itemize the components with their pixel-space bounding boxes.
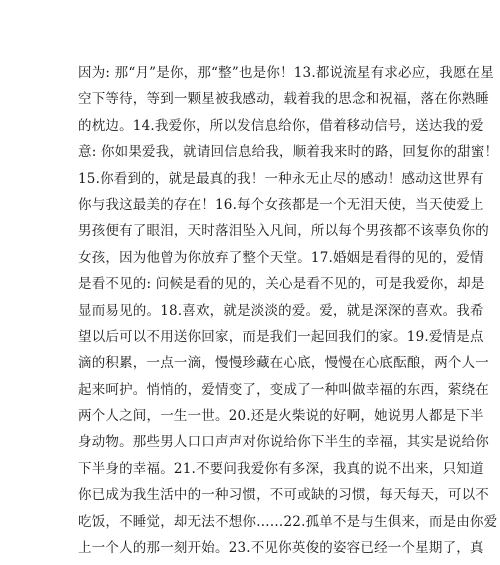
text-line: 显而易见的。18.喜欢，就是淡淡的爱。爱，就是深深的喜欢。我希 bbox=[78, 302, 484, 319]
text-line: 两个人之间，一生一世。20.还是火柴说的好啊，她说男人都是下半 bbox=[78, 408, 484, 425]
text-line: 下半身的幸福。21.不要问我爱你有多深，我真的说不出来，只知道 bbox=[78, 460, 484, 477]
text-line: 的枕边。14.我爱你，所以发信息给你，借着移动信号，送达我的爱 bbox=[78, 117, 484, 134]
text-line: 女孩，因为他曾为你放弃了整个天堂。17.婚姻是看得的见的，爱情 bbox=[78, 249, 484, 266]
text-line: 你已成为我生活中的一种习惯，不可或缺的习惯，每天每天，可以不 bbox=[78, 487, 489, 504]
text-line: 是看不见的: 问候是看的见的，关心是看不见的，可是我爱你，却是 bbox=[78, 276, 485, 293]
text-line: 上一个人的那一刻开始。23.不见你英俊的姿容已经一个星期了，真 bbox=[78, 540, 484, 557]
text-line: 身动物。那些男人口口声声对你说给你下半生的幸福，其实是说给你 bbox=[78, 434, 489, 451]
text-line: 你与我这最美的存在！16.每个女孩都是一个无泪天使，当天使爱上 bbox=[78, 196, 484, 213]
text-line: 因为: 那“月”是你，那“整”也是你！13.都说流星有求必应，我愿在星 bbox=[78, 65, 494, 81]
text-line: 15.你看到的，就是最真的我！一种永无止尽的感动！感动这世界有 bbox=[78, 170, 484, 187]
body-text bbox=[78, 60, 499, 561]
text-line: 吃饭，不睡觉，却无法不想你……22.孤单不是与生俱来，而是由你爱 bbox=[78, 513, 498, 530]
text-line: 空下等待，等到一颗星被我感动，载着我的思念和祝福，落在你熟睡 bbox=[78, 91, 489, 108]
text-line: 滴的积累，一点一滴，慢慢珍藏在心底，慢慢在心底酝酿，两个人一 bbox=[78, 355, 489, 372]
text-line: 起来呵护。悄悄的，爱情变了，变成了一种叫做幸福的东西，萦绕在 bbox=[78, 381, 489, 398]
text-line: 男孩便有了眼泪，天时落泪坠入凡间，所以每个男孩都不该辜负你的 bbox=[78, 223, 489, 240]
text-line: 意: 你如果爱我，就请回信息给我，顺着我来时的路，回复你的甜蜜！ bbox=[78, 144, 499, 161]
text-line: 望以后可以不用送你回家，而是我们一起回我们的家。19.爱情是点 bbox=[78, 328, 484, 345]
